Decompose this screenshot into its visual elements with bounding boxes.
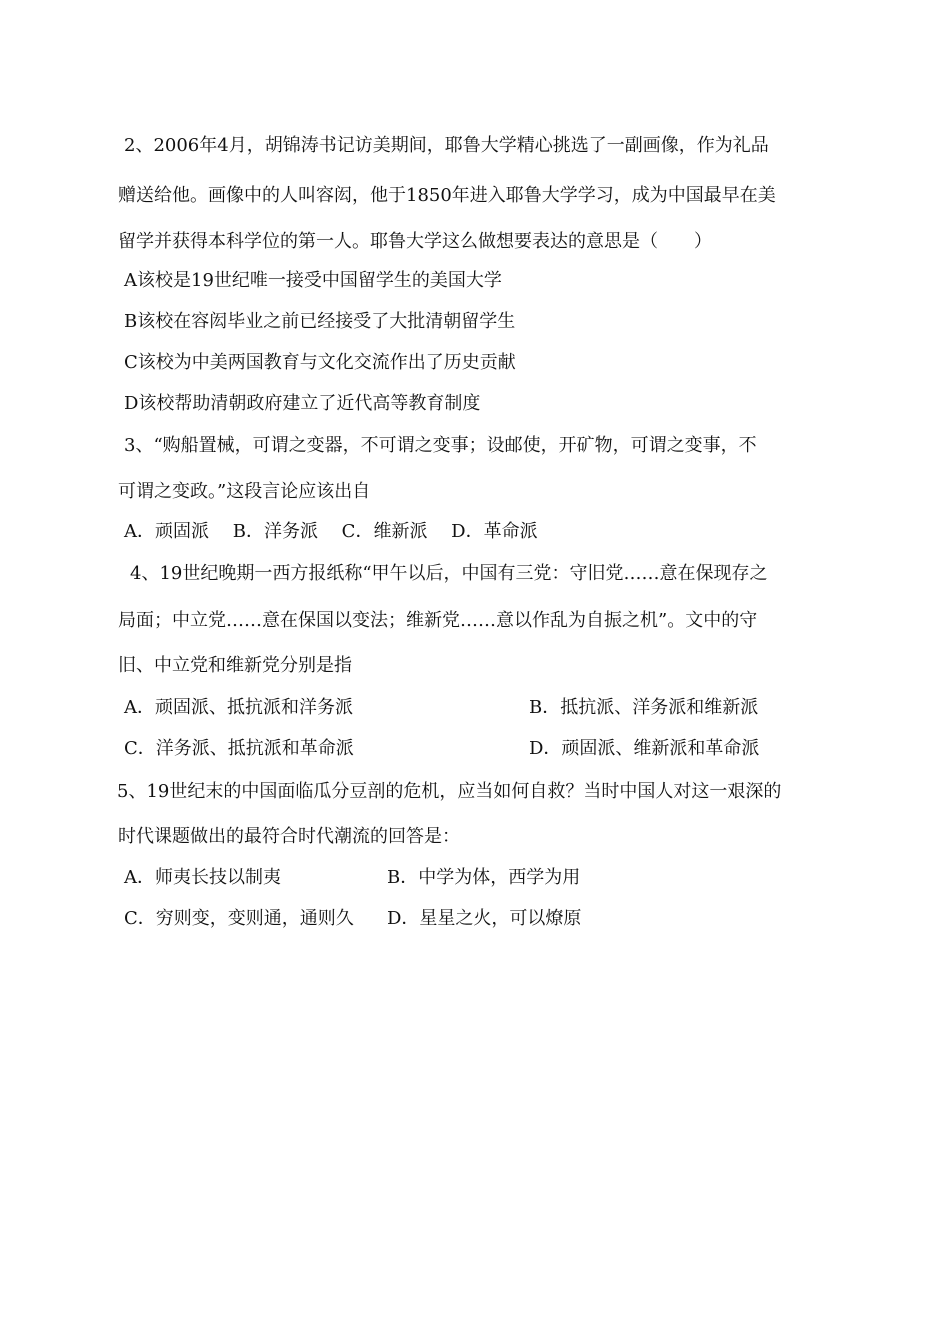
question-3-line-1: 3、“购船置械，可谓之变器，不可谓之变事；设邮使，开矿物，可谓之变事，不	[124, 435, 757, 456]
question-2-line-3: 留学并获得本科学位的第一人。耶鲁大学这么做想要表达的意思是（ ）	[118, 231, 712, 252]
question-2-option-b: B该校在容闳毕业之前已经接受了大批清朝留学生	[124, 311, 516, 332]
question-4-line-3: 旧、中立党和维新党分别是指	[118, 655, 352, 676]
question-3-options: A．顽固派 B．洋务派 C．维新派 D．革命派	[124, 521, 538, 542]
question-2-line-1: 2、2006年4月，胡锦涛书记访美期间，耶鲁大学精心挑选了一副画像，作为礼品	[124, 135, 769, 156]
question-2-option-a: A该校是19世纪唯一接受中国留学生的美国大学	[124, 270, 502, 291]
question-4-line-2: 局面；中立党……意在保国以变法；维新党……意以作乱为自振之机”。文中的守	[118, 610, 758, 631]
question-4-line-1: 4、19世纪晚期一西方报纸称“甲午以后，中国有三党：守旧党……意在保现存之	[130, 563, 768, 584]
question-4-option-d: D．顽固派、维新派和革命派	[529, 738, 760, 759]
question-2-line-2: 赠送给他。画像中的人叫容闳，他于1850年进入耶鲁大学学习，成为中国最早在美	[118, 185, 776, 206]
question-5-line-1: 5、19世纪末的中国面临瓜分豆剖的危机，应当如何自救？当时中国人对这一艰深的	[117, 781, 782, 802]
question-5-option-c: C．穷则变，变则通，通则久	[124, 908, 354, 929]
question-5-option-a: A．师夷长技以制夷	[124, 867, 281, 888]
question-2-option-c: C该校为中美两国教育与文化交流作出了历史贡献	[124, 352, 516, 373]
question-4-option-c: C．洋务派、抵抗派和革命派	[124, 738, 354, 759]
question-5-option-b: B．中学为体，西学为用	[387, 867, 581, 888]
question-4-option-a: A．顽固派、抵抗派和洋务派	[124, 697, 353, 718]
question-5-option-d: D．星星之火，可以燎原	[387, 908, 582, 929]
question-4-option-b: B．抵抗派、洋务派和维新派	[529, 697, 759, 718]
question-2-option-d: D该校帮助清朝政府建立了近代高等教育制度	[124, 393, 481, 414]
question-5-line-2: 时代课题做出的最符合时代潮流的回答是：	[118, 826, 460, 847]
question-3-line-2: 可谓之变政。”这段言论应该出自	[118, 481, 371, 502]
